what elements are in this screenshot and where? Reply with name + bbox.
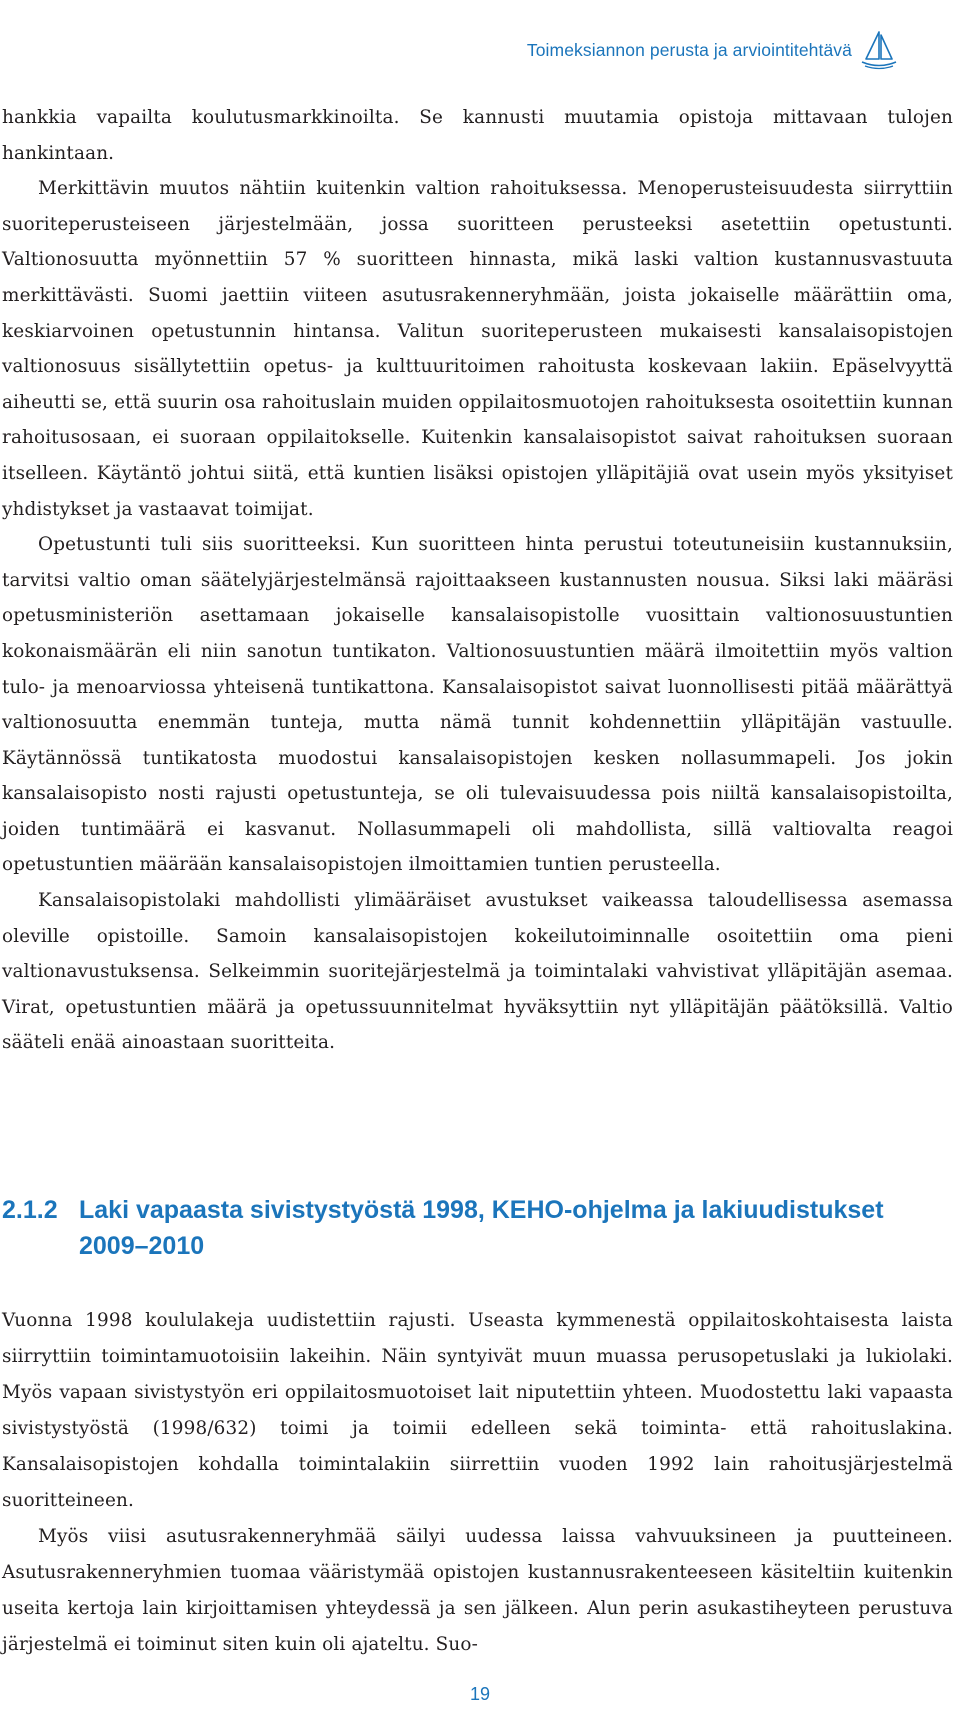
body-text-intro bbox=[2, 100, 953, 1061]
section-number: 2.1.2 bbox=[2, 1196, 58, 1224]
body-text-section bbox=[2, 1303, 953, 1663]
paragraph: Kansalaisopistolaki mahdollisti ylimääräiset avustukset vaikeassa taloudellisessa asemassa oleville opistoille. Samoin kansalaisopistojen kokeilutoiminnalle osoitettiin oma pieni valtionavustuksensa. Selkeimmin suoritejärjestelmä ja toimintalaki vahvistivat ylläpitäjän asemaa. Virat, opetustuntien määrä ja opetussuunnitelmat hyväksyttiin nyt ylläpitäjän päätöksillä. Valtio sääteli enää ainoastaan suoritteita. bbox=[2, 890, 953, 1054]
paragraph: Vuonna 1998 koululakeja uudistettiin rajusti. Useasta kymmenestä oppilaitoskohtaisesta laista siirryttiin toimintamuotoisiin lakeihin. Näin syntyivät muun muassa perusopetuslaki ja lukiolaki. Myös vapaan sivistystyön eri oppilaitosmuotoiset lait niputettiin yhteen. Muodostettu laki vapaasta sivistystyöstä (1998/632) toimi ja toimii edelleen sekä toiminta- että rahoituslakina. Kansalaisopistojen kohdalla toimintalakiin siirrettiin vuoden 1992 lain rahoitusjärjestelmä suoritteineen. bbox=[2, 1310, 953, 1511]
paragraph: Opetustunti tuli siis suoritteeksi. Kun suoritteen hinta perustui toteutuneisiin kustannuksiin, tarvitsi valtio oman säätelyjärjestelmänsä rajoittaakseen kustannusten nousua. Siksi laki määräsi opetusministeriön asettamaan jokaiselle kansalaisopistolle vuosittain valtionosuustuntien kokonaismäärän eli niin sanotun tuntikaton. Valtionosuustuntien määrä ilmoitettiin myös valtion tulo- ja menoarviossa yhteisenä tuntikattona. Kansalaisopistot saivat luonnollisesti pitää määrättyä valtionosuutta enemmän tunteja, mutta nämä tunnit kohdennettiin ylläpitäjän vastuulle. Käytännössä tuntikatosta muodostui kansalaisopistojen kesken nollasummapeli. Jos jokin kansalaisopisto nosti rajusti opetustunteja, se oli tulevaisuudessa pois niiltä kansalaisopistoilta, joiden tuntimäärä ei kasvanut. Nollasummapeli oli mahdollista, sillä valtiovalta reagoi opetustuntien määrään kansalaisopistojen ilmoittamien tuntien perusteella. bbox=[2, 534, 953, 876]
section-heading bbox=[2, 1192, 902, 1264]
paragraph: Myös viisi asutusrakenneryhmää säilyi uudessa laissa vahvuuksineen ja puutteineen. Asutusrakenneryhmien tuomaa vääristymää opistojen kustannusrakenteeseen käsiteltiin kuitenkin useita kertoja lain kirjoittamisen yhteydessä ja sen jälkeen. Alun perin asukastiheyteen perustuva järjestelmä ei toiminut siten kuin oli ajateltu. Suo- bbox=[2, 1526, 953, 1655]
section-title: Laki vapaasta sivistystyöstä 1998, KEHO-ohjelma ja lakiuudistukset 2009–2010 bbox=[79, 1196, 884, 1260]
paragraph: Merkittävin muutos nähtiin kuitenkin valtion rahoituksessa. Menoperusteisuudesta siirryttiin suoriteperusteiseen järjestelmään, jossa suoritteen perusteeksi asetettiin opetustunti. Valtionosuutta myönnettiin 57 % suoritteen hinnasta, mikä laski valtion kustannusvastuuta merkittävästi. Suomi jaettiin viiteen asutusrakenneryhmään, joista jokaiselle määrättiin oma, keskiarvoinen opetustunnin hintansa. Valitun suoriteperusteen mukaisesti kansalaisopistojen valtionosuus sisällytettiin opetus- ja kulttuuritoimen rahoitusta koskevaan lakiin. Epäselvyyttä aiheutti se, että suurin osa rahoituslain muiden oppilaitosmuotojen rahoituksesta osoitettiin kunnan rahoitusosaan, ei suoraan oppilaitokselle. Kuitenkin kansalaisopistot saivat rahoituksen suoraan itselleen. Käytäntö johtui siitä, että kuntien lisäksi opistojen ylläpitäjiä ovat usein myös yksityiset yhdistykset ja vastaavat toimijat. bbox=[2, 178, 953, 520]
running-header-title: Toimeksiannon perusta ja arviointitehtävä bbox=[526, 39, 852, 60]
page-number: 19 bbox=[469, 1684, 491, 1704]
sailboat-logo-icon bbox=[858, 29, 900, 71]
running-header bbox=[527, 30, 900, 70]
paragraph: hankkia vapailta koulutusmarkkinoilta. Se kannusti muutamia opistoja mittavaan tulojen hankintaan. bbox=[2, 107, 953, 164]
